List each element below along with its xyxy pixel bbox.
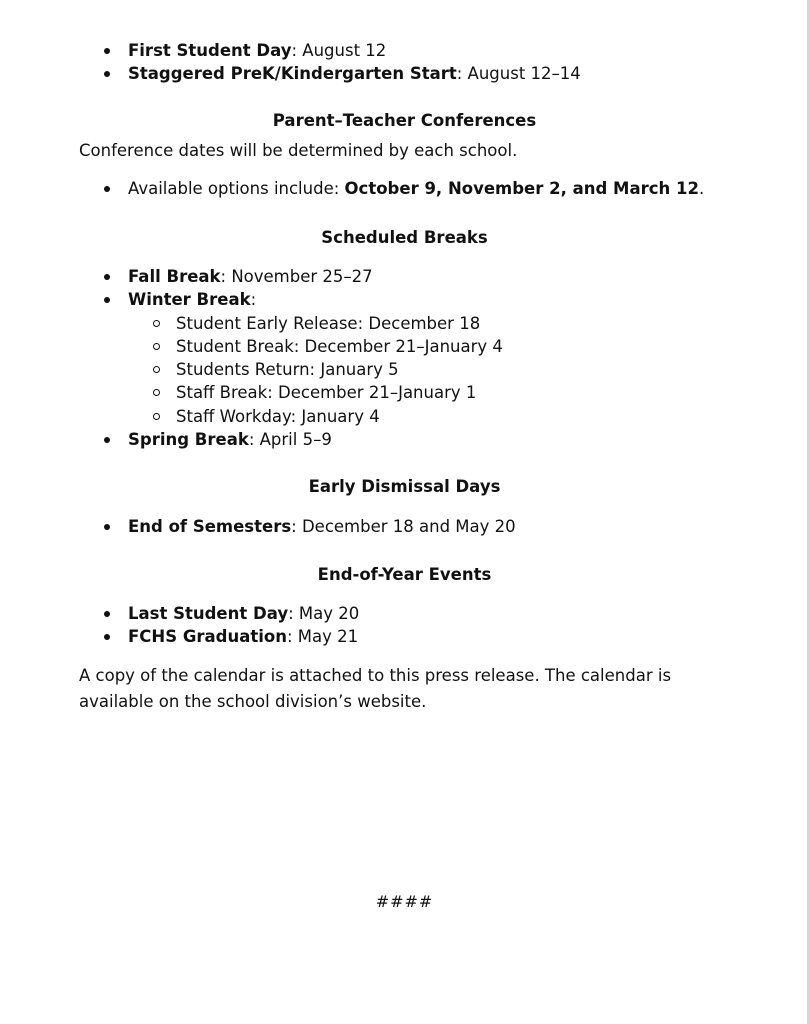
- options-dates: October 9, November 2, and March 12: [344, 179, 699, 198]
- item-value: :: [250, 290, 257, 310]
- item-value: : August 12–14: [456, 64, 581, 84]
- sub-list-item: Student Break: December 21–January 4: [0, 335, 809, 358]
- intro-date-list: [0, 39, 809, 86]
- item-value: : May 20: [288, 604, 360, 623]
- sub-list-item: Staff Break: December 21–January 1: [0, 381, 809, 404]
- end-mark: ####: [375, 892, 434, 911]
- list-item: [0, 39, 809, 62]
- conference-options-list: [0, 177, 809, 200]
- item-label: Winter Break: [128, 290, 251, 310]
- breaks-list: [0, 265, 809, 451]
- item-label: Staggered PreK/Kindergarten Start: [128, 64, 457, 84]
- list-item: [0, 515, 809, 538]
- item-value: : May 21: [286, 627, 359, 647]
- end-of-year-list: [0, 602, 809, 649]
- sub-list-item: Students Return: January 5: [0, 358, 809, 381]
- item-value: : August 12: [291, 41, 387, 60]
- list-item: [0, 265, 809, 288]
- list-item: [0, 625, 809, 648]
- item-label: First Student Day: [128, 41, 292, 60]
- list-item: [0, 177, 809, 200]
- item-label: End of Semesters: [128, 517, 292, 536]
- list-item: [0, 602, 809, 625]
- item-value: : November 25–27: [220, 267, 373, 286]
- early-dismissal-heading: Early Dismissal Days: [308, 477, 501, 496]
- conferences-heading: Parent–Teacher Conferences: [272, 111, 537, 130]
- list-item: [0, 62, 809, 85]
- closing-paragraph: A copy of the calendar is attached to this press release. The calendar is available on the school division’s website.: [79, 666, 672, 711]
- item-label: Spring Break: [128, 430, 249, 450]
- options-prefix: Available options include:: [128, 179, 345, 198]
- sub-list-item: Student Early Release: December 18: [0, 312, 809, 335]
- list-item: [0, 288, 809, 311]
- end-of-year-heading: End-of-Year Events: [317, 565, 492, 584]
- list-item: [0, 428, 809, 451]
- item-label: Last Student Day: [128, 604, 289, 623]
- sub-list-item: Staff Workday: January 4: [0, 405, 809, 428]
- item-label: FCHS Graduation: [128, 627, 287, 647]
- item-value: : December 18 and May 20: [291, 517, 516, 536]
- early-dismissal-list: [0, 515, 809, 538]
- breaks-heading: Scheduled Breaks: [321, 228, 488, 247]
- options-suffix: .: [698, 179, 705, 198]
- item-label: Fall Break: [128, 267, 221, 286]
- conferences-text: Conference dates will be determined by each school.: [79, 141, 518, 160]
- item-value: : April 5–9: [248, 430, 332, 450]
